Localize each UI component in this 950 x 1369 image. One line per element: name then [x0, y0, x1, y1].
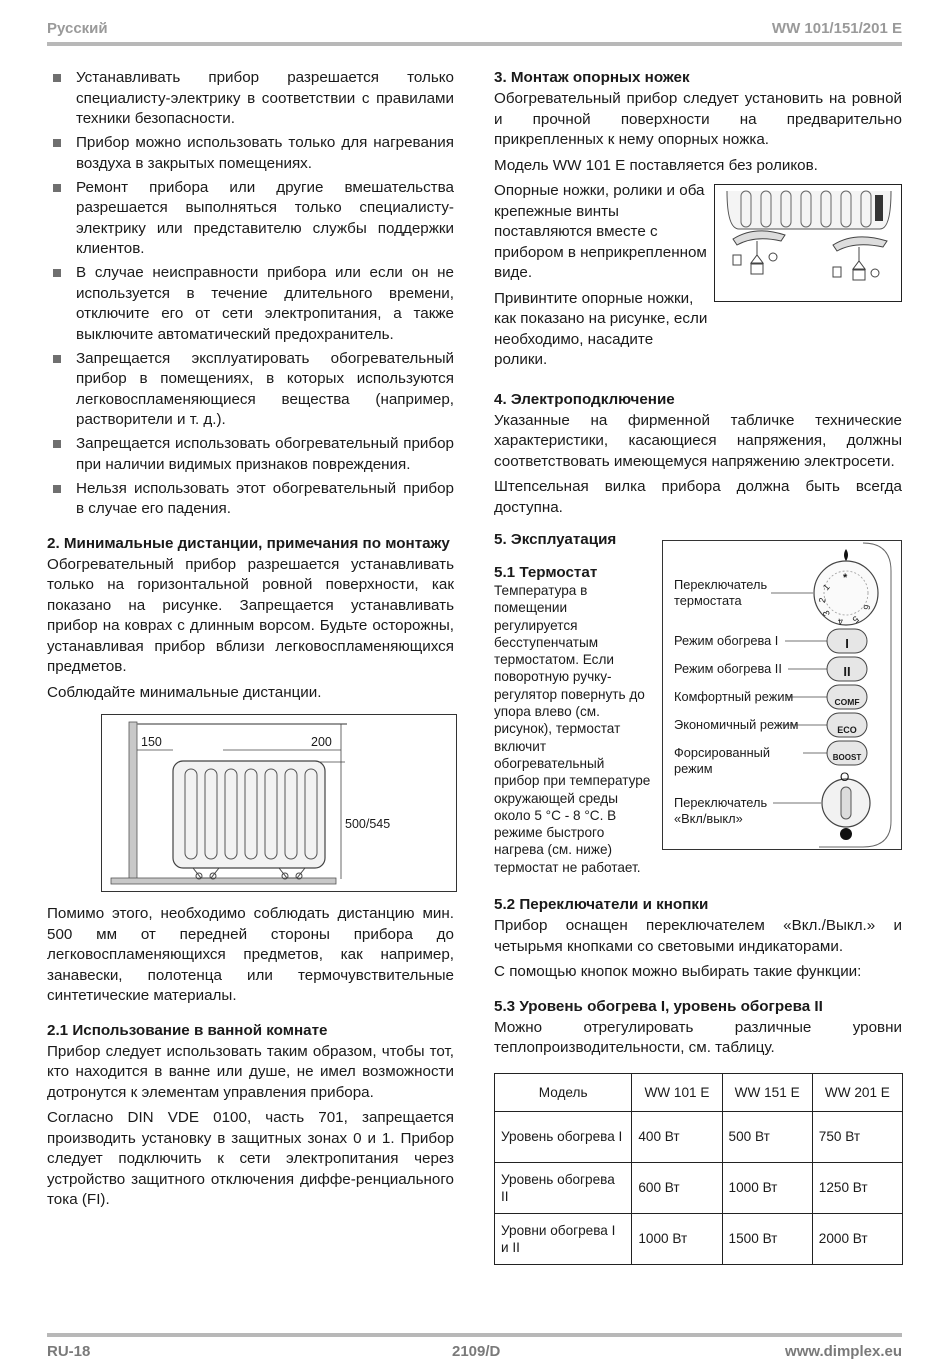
mode2-label: Режим обогрева II — [674, 661, 782, 676]
minimum-distance-figure — [101, 714, 457, 892]
footer-website-link[interactable]: www.dimplex.eu — [785, 1343, 902, 1360]
dial-number: 2 — [816, 596, 828, 604]
section-5-2-title: 5.2 Переключатели и кнопки — [494, 896, 709, 914]
table-cell: 1000 Вт — [722, 1162, 812, 1213]
mode2-button[interactable]: II — [843, 664, 851, 679]
section-3-paragraph-4: Привинтите опорные ножки, как показано на рисунке, если необходимо, насадите ролики. — [494, 289, 708, 368]
section-3-paragraph-3: Опорные ножки, ролики и оба крепежные винты поставляются вместе с прибором в неприкрепленном виде. — [494, 182, 707, 281]
eco-button[interactable]: ECO — [837, 725, 857, 735]
section-5-title: 5. Эксплуатация — [494, 531, 617, 548]
wall — [129, 722, 137, 882]
dial-number: 3 — [820, 609, 832, 618]
power-level-table — [494, 1073, 903, 1265]
bullet-item: Ремонт прибора или другие вмешательства разрешается выполняться только специалисту-электрику или представителю службы поддержки клиентов. — [47, 178, 454, 260]
top-gap-label: 200 — [311, 735, 332, 749]
safety-bullet-list — [47, 68, 454, 520]
bullet-item: Нельзя использовать этот обогревательный прибор в случае его падения. — [47, 479, 454, 520]
section-2-extra-paragraph: Помимо этого, необходимо соблюдать дистанцию мин. 500 мм от передней стороны прибора до легковоспламеняющихся предметов, как например, занавески, полотенца или термочувствительные синтетические материалы. — [47, 905, 454, 1004]
dial-number: 4 — [837, 616, 844, 627]
bullet-item: Прибор можно использовать только для нагревания воздуха в закрытых помещениях. — [47, 133, 454, 174]
comfort-label: Комфортный режим — [674, 689, 794, 704]
heater-body — [173, 761, 325, 868]
section-4-paragraph-1: Указанные на фирменной табличке технические характеристики, касающиеся напряжения, должны соответствовать имеющемуся напряжению электросети. — [494, 411, 902, 470]
power-on-indicator: O — [840, 770, 850, 784]
power-switch-label: Переключатель «Вкл/выкл» — [674, 795, 768, 826]
section-2-1-paragraph-2: Согласно DIN VDE 0100, часть 701, запрещается производить установку в защитных зонах 0 и 1. Прибор следует подключить к сети электропитания через устройство защитного отключения диффе-ренциального тока (FI). — [47, 1109, 454, 1208]
bullet-item: Запрещается использовать обогревательный прибор при наличии видимых признаков повреждения. — [47, 434, 454, 475]
table-row — [495, 1213, 903, 1264]
dial-star: * — [843, 572, 848, 584]
control-panel-figure — [662, 540, 902, 850]
table-header-cell: WW 201 E — [812, 1073, 902, 1111]
section-4-title: 4. Электроподключение — [494, 390, 675, 408]
dial-number: 1 — [820, 581, 832, 593]
eco-label: Экономичный режим — [674, 717, 799, 732]
table-row — [495, 1162, 903, 1213]
table-cell: 2000 Вт — [812, 1213, 902, 1264]
footer-document-code: 2109/D — [452, 1343, 501, 1360]
thermostat-switch-label: Переключатель термостата — [674, 577, 768, 608]
operation-text — [494, 530, 651, 881]
section-5-1-title: 5.1 Термостат — [494, 564, 598, 581]
comfort-button[interactable]: COMF — [834, 697, 860, 707]
section-2-note: Соблюдайте минимальные дистанции. — [47, 683, 322, 701]
section-4-paragraph-2: Штепсельная вилка прибора должна быть всегда доступна. — [494, 478, 902, 516]
mode1-button[interactable]: I — [845, 636, 849, 651]
table-cell: 1250 Вт — [812, 1162, 902, 1213]
table-cell: 1000 Вт — [632, 1213, 722, 1264]
table-header-cell: WW 101 E — [632, 1073, 722, 1111]
section-3-title: 3. Монтаж опорных ножек — [494, 69, 690, 86]
bullet-item: Устанавливать прибор разрешается только специалисту-электрику в соответствии с правилами техники безопасности. — [47, 68, 454, 130]
operation-block — [494, 530, 902, 881]
section-5-1-paragraph: Температура в помещении регулируется бесступенчатым термостатом. Если поворотную ручку-регулятор повернуть до упора влево (см. рисунок), термостат включит обогревательный прибор при температуре окружающей среды около 5 °C - 8 °C. В режиме быстрого нагрева (см. ниже) термостат не работает. — [494, 583, 651, 875]
table-cell: Уровень обогрева II — [495, 1162, 632, 1213]
page-header — [47, 20, 902, 46]
left-gap-label: 150 — [141, 735, 162, 749]
right-column — [494, 68, 902, 1265]
table-cell: 500 Вт — [722, 1111, 812, 1162]
section-3-paragraph-1: Обогревательный прибор следует установить на ровной и прочной поверхности на предварительно прикрепленных к нему опорных ножка. — [494, 90, 902, 148]
footer-page-number: RU-18 — [47, 1343, 91, 1360]
drop-indicator-icon — [844, 549, 848, 561]
bullet-item: Запрещается эксплуатировать обогревательный прибор в помещениях, в которых используются легковоспламеняющиеся вещества (например, растворители и т. д.). — [47, 349, 454, 431]
section-5-2-paragraph-1: Прибор оснащен переключателем «Вкл./Выкл.» и четырьмя кнопками со световыми индикаторами. — [494, 917, 902, 955]
table-cell: 400 Вт — [632, 1111, 722, 1162]
table-cell: 1500 Вт — [722, 1213, 812, 1264]
section-5-3-paragraph: Можно отрегулировать различные уровни теплопроизводительности, см. таблицу. — [494, 1018, 902, 1057]
floor — [111, 878, 336, 884]
header-language: Русский — [47, 20, 108, 37]
section-2-title: 2. Минимальные дистанции, примечания по монтажу — [47, 534, 450, 552]
table-cell: Уровень обогрева I — [495, 1111, 632, 1162]
header-model: WW 101/151/201 E — [771, 20, 902, 37]
section-5-3-title: 5.3 Уровень обогрева I, уровень обогрева II — [494, 997, 823, 1015]
section-2-paragraph: Обогревательный прибор разрешается устанавливать только на горизонтальной ровной поверхности, как показано на рисунке. Запрещается устанавливать прибор на коврах с длинным ворсом. Будьте осторожны, устанавливая прибор вблизи легковоспламеняющихся предметов. — [47, 555, 454, 675]
dial-number: 5 — [850, 613, 861, 625]
feet-mounting-figure — [714, 184, 902, 302]
table-cell: 750 Вт — [812, 1111, 902, 1162]
mode1-label: Режим обогрева I — [674, 633, 779, 648]
feet-text — [494, 181, 710, 376]
feet-diagram — [715, 185, 901, 301]
table-cell: Уровни обогрева I и II — [495, 1213, 632, 1264]
table-row — [495, 1111, 903, 1162]
height-label: 500/545 — [345, 817, 391, 831]
left-column — [47, 68, 454, 1216]
table-header-cell: Модель — [495, 1073, 632, 1111]
dial-number: 6 — [861, 603, 873, 611]
feet-block — [494, 181, 902, 376]
section-2-1-title: 2.1 Использование в ванной комнате — [47, 1021, 328, 1039]
section-2-1-paragraph-1: Прибор следует использовать таким образом, чтобы тот, кто находится в ванне или душе, не имел возможности дотронутся к элементам управления прибора. — [47, 1042, 454, 1101]
table-header-cell: WW 151 E — [722, 1073, 812, 1111]
power-off-indicator-icon — [840, 828, 852, 840]
bullet-item: В случае неисправности прибора или если он не используется в течение длительного времени, отключите его от сети электропитания, а также выключите автоматический предохранитель. — [47, 263, 454, 345]
boost-button[interactable]: BOOST — [832, 753, 862, 762]
table-header-row — [495, 1073, 903, 1111]
section-3-paragraph-2: Модель WW 101 E поставляется без роликов. — [494, 156, 818, 174]
boost-label: Форсированный режим — [674, 745, 770, 776]
table-cell: 600 Вт — [632, 1162, 722, 1213]
page-footer — [47, 1333, 902, 1363]
section-5-2-paragraph-2: С помощью кнопок можно выбирать такие функции: — [494, 963, 862, 981]
